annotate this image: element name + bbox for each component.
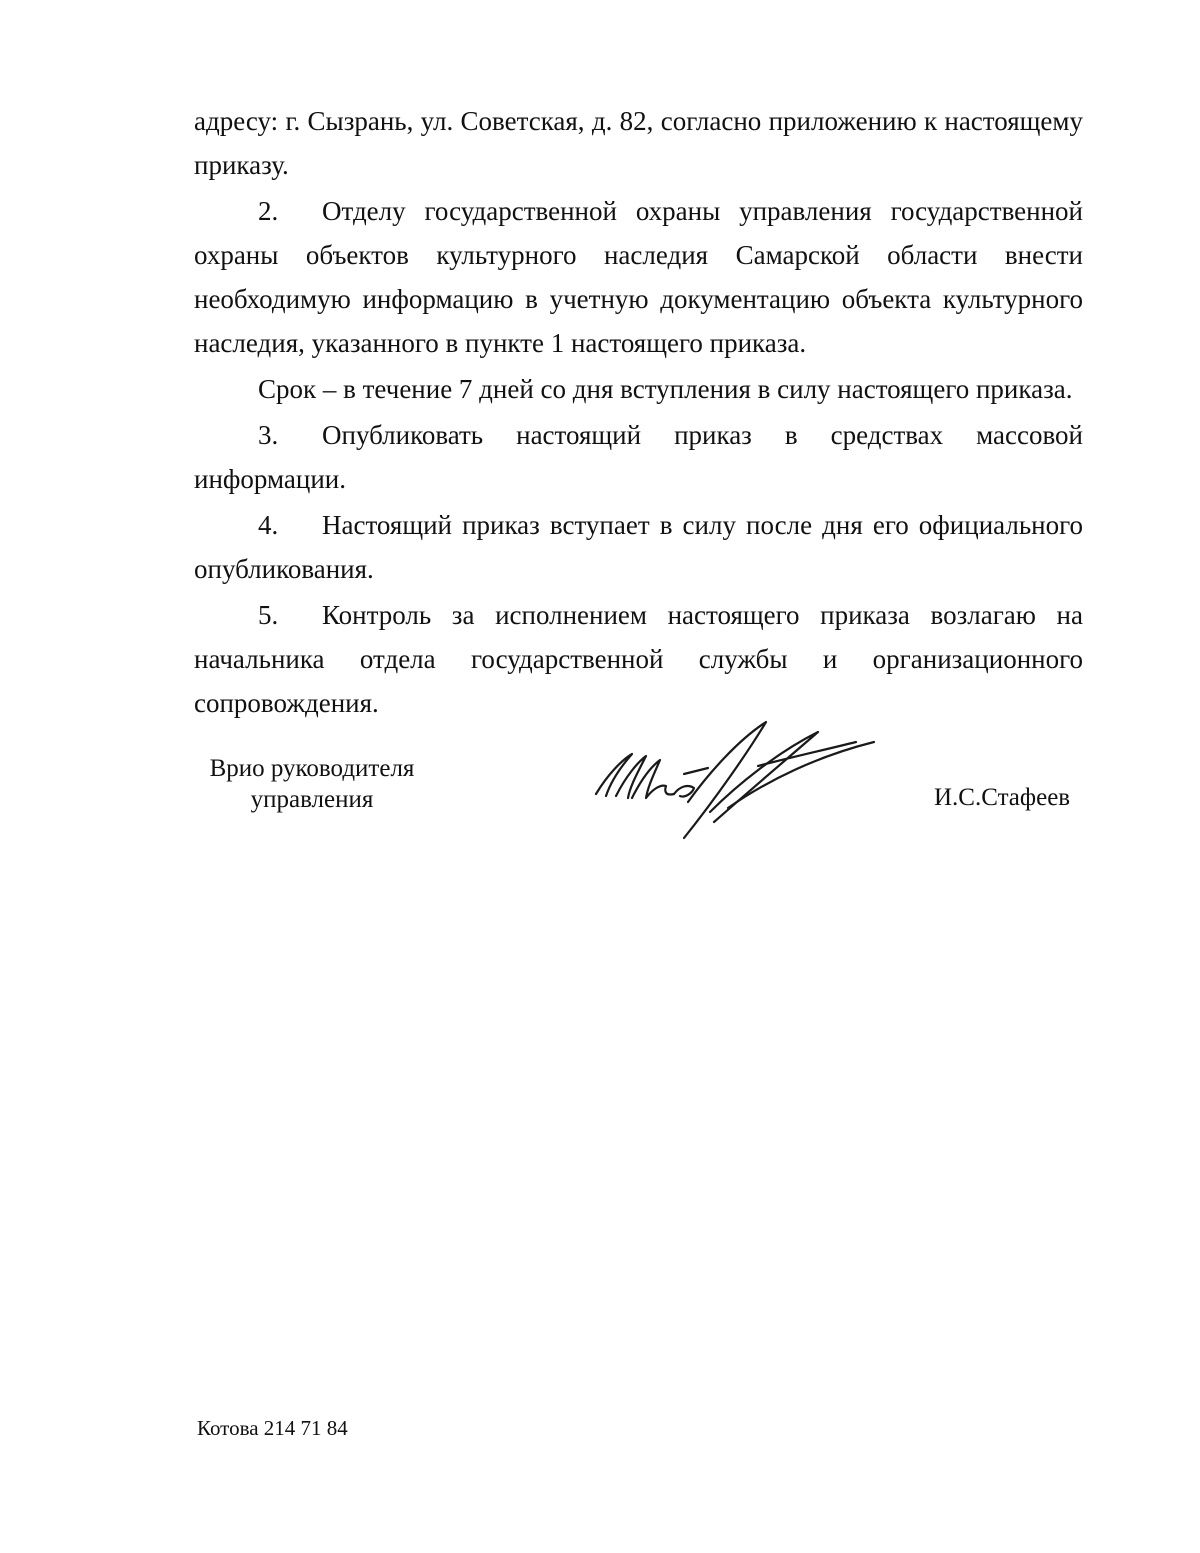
signature-stroke [728,742,874,808]
document-body [194,99,1083,727]
paragraph-deadline [194,367,1083,411]
signature-stroke [710,732,818,822]
signatory-title [207,753,417,815]
paragraph-item-4 [194,503,1083,591]
item-number: 2. [258,196,279,226]
signature-stroke [674,786,694,797]
item-number: 4. [258,510,279,540]
item-number: 3. [258,420,279,450]
signature-stroke [758,742,856,766]
signature-stroke [684,768,708,774]
paragraph-text: Срок – в течение 7 дней со дня вступления в силу настоящего приказа. [258,374,1073,404]
paragraph-text: Опубликовать настоящий приказ в средствах массовой информации. [194,420,1083,494]
paragraph-text: Настоящий приказ вступает в силу после дня его официального опубликования. [194,510,1083,584]
paragraph-item-3 [194,413,1083,501]
paragraph-text: Отделу государственной охраны управления государственной охраны объектов культурного наследия Самарской области внести необходимую информацию в учетную документацию объекта культурного наследия, указанного в пункте 1 настоящего приказа. [194,196,1083,358]
signatory-title-line: управления [250,786,374,813]
paragraph-text: адресу: г. Сызрань, ул. Советская, д. 82, согласно приложению к настоящему приказу. [194,106,1083,180]
signature-stroke [596,754,632,796]
signature-stroke [684,722,766,838]
paragraph-item-2 [194,189,1083,365]
paragraph-continuation [194,99,1083,187]
signature-stroke [632,760,674,798]
signatory-name: И.С.Стафеев [934,784,1071,811]
item-number: 5. [258,600,279,630]
paragraph-text: Контроль за исполнением настоящего приказа возлагаю на начальника отдела государственной службы и организационного сопровождения. [194,600,1083,718]
signatory-title-line: Врио руководителя [209,755,415,782]
executor-contact: Котова 214 71 84 [197,1416,348,1440]
paragraph-item-5 [194,593,1083,725]
handwritten-signature [588,712,878,842]
